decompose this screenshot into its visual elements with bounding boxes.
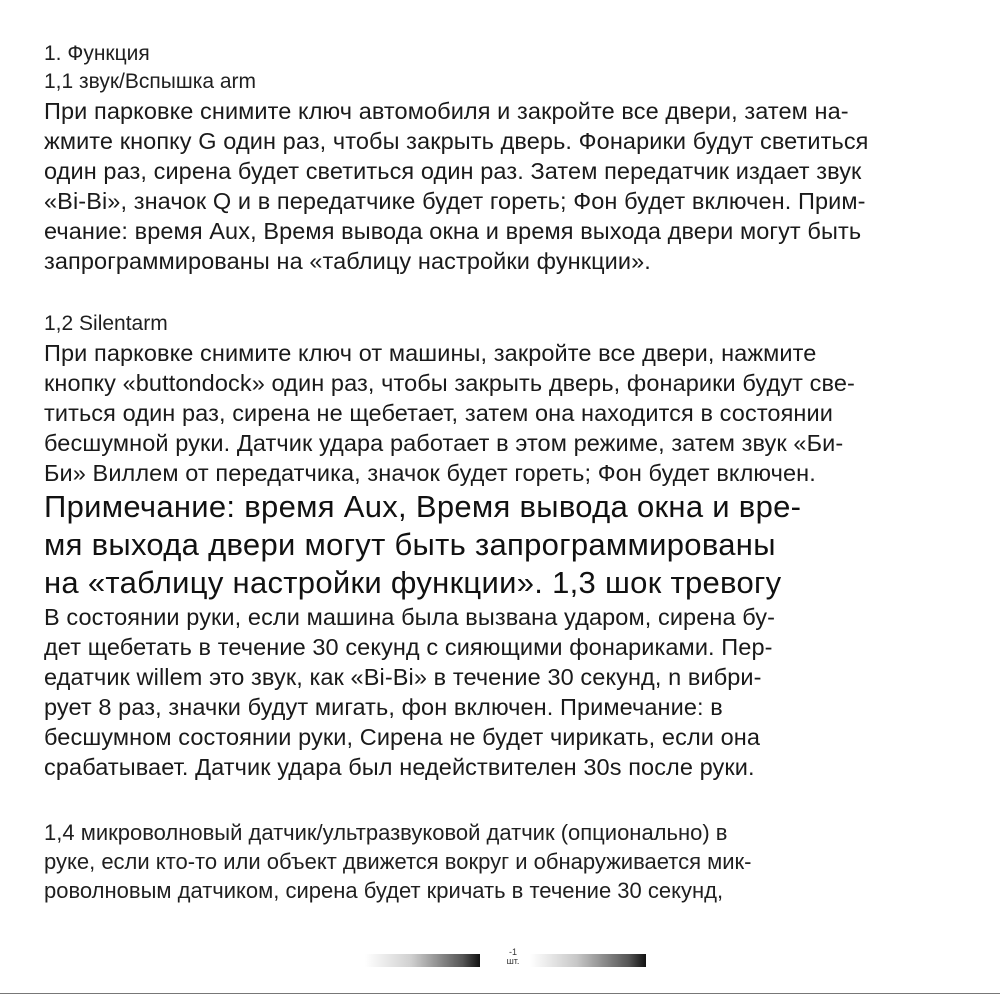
spacer — [44, 782, 944, 818]
text-line: запрограммированы на «таблицу настройки функции». — [44, 248, 651, 274]
page-footer — [0, 948, 1000, 978]
subsection-title-silentarm: 1,2 Silentarm — [44, 312, 168, 335]
text-line: ечание: время Aux, Время вывода окна и время выхода двери могут быть — [44, 218, 862, 244]
text-line: бесшумной руки. Датчик удара работает в этом режиме, затем звук «Би- — [44, 430, 844, 456]
page-number — [500, 948, 526, 966]
text-line-large: мя выхода двери могут быть запрограммированы — [44, 527, 776, 562]
spacer — [44, 276, 944, 310]
paragraph-silentarm-note — [44, 488, 944, 602]
text-line: В состоянии руки, если машина была вызвана ударом, сирена бу- — [44, 604, 776, 630]
footer-decorative-bar-right — [530, 954, 646, 967]
text-line: титься один раз, сирена не щебетает, затем она находится в состоянии — [44, 400, 833, 426]
page-number-unit: шт. — [506, 956, 520, 966]
page-number-value: -1 — [508, 947, 517, 957]
subsection-title-sound-flash-arm: 1,1 звук/Вспышка arm — [44, 70, 257, 93]
text-line: бесшумном состоянии руки, Сирена не будет чирикать, если она — [44, 724, 761, 750]
text-line-large: на «таблицу настройки функции». 1,3 шок тревогу — [44, 565, 782, 600]
section-title-function: 1. Функция — [44, 42, 150, 65]
footer-decorative-bar-left — [365, 954, 480, 967]
text-line: один раз, сирена будет светиться один раз. Затем передатчик издает звук — [44, 158, 862, 184]
text-line: роволновым датчиком, сирена будет кричать в течение 30 секунд, — [44, 878, 724, 903]
text-line: При парковке снимите ключ от машины, закройте все двери, нажмите — [44, 340, 817, 366]
text-line: 1,4 микроволновый датчик/ультразвуковой датчик (опционально) в — [44, 820, 728, 845]
paragraph-microwave-sensor — [44, 818, 944, 905]
text-line: жмите кнопку G один раз, чтобы закрыть дверь. Фонарики будут светиться — [44, 128, 869, 154]
text-line: дет щебетать в течение 30 секунд с сияющими фонариками. Пер- — [44, 634, 773, 660]
bottom-divider — [0, 993, 1000, 994]
paragraph-silentarm — [44, 338, 944, 488]
text-line: рует 8 раз, значки будут мигать, фон включен. Примечание: в — [44, 694, 723, 720]
paragraph-sound-flash-arm — [44, 96, 944, 276]
text-line: При парковке снимите ключ автомобиля и закройте все двери, затем на- — [44, 98, 849, 124]
text-line: руке, если кто-то или объект движется вокруг и обнаруживается мик- — [44, 849, 752, 874]
document-page — [44, 40, 944, 905]
text-line-large: Примечание: время Aux, Время вывода окна и вре- — [44, 489, 802, 524]
text-line: «Bi-Bi», значок Q и в передатчике будет гореть; Фон будет включен. Прим- — [44, 188, 866, 214]
text-line: кнопку «buttondock» один раз, чтобы закрыть дверь, фонарики будут све- — [44, 370, 855, 396]
text-line: срабатывает. Датчик удара был недействителен 30s после руки. — [44, 754, 755, 780]
paragraph-shock-alarm — [44, 602, 944, 782]
text-line: едатчик willem это звук, как «Bi-Bi» в течение 30 секунд, n вибри- — [44, 664, 762, 690]
text-line: Би» Виллем от передатчика, значок будет гореть; Фон будет включен. — [44, 460, 816, 486]
